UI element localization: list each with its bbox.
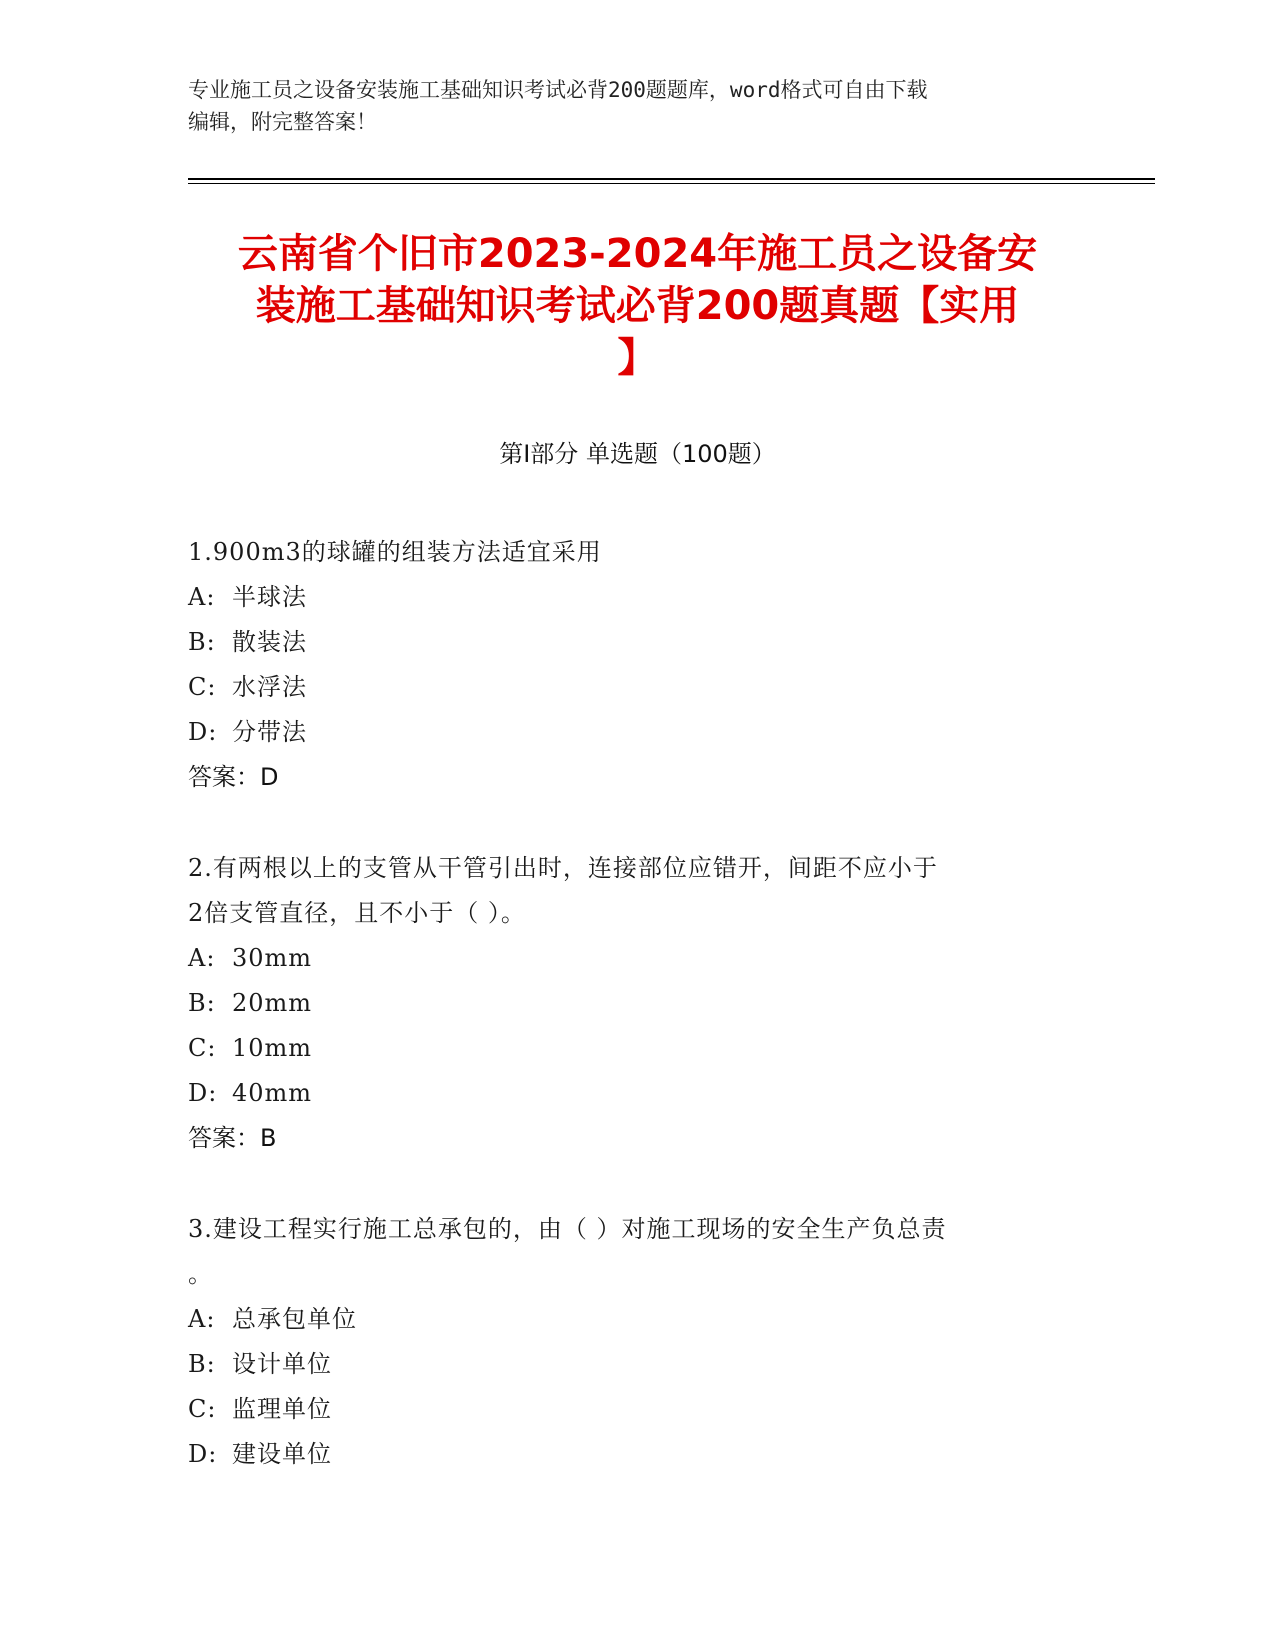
header-rule-thick — [188, 178, 1155, 180]
option-letter: A: — [188, 583, 216, 611]
question-1-option-a — [188, 575, 1088, 620]
question-3-option-a — [188, 1297, 1088, 1342]
option-text: 散装法 — [232, 628, 307, 656]
header-note-line-1: 专业施工员之设备安装施工基础知识考试必背200题题库，word格式可自由下载 — [188, 78, 928, 102]
option-text: 30mm — [232, 944, 313, 972]
option-letter: D: — [188, 1079, 218, 1107]
option-text: 设计单位 — [232, 1350, 332, 1378]
option-letter: B: — [188, 1350, 216, 1378]
question-1 — [188, 530, 1088, 800]
option-letter: B: — [188, 989, 216, 1017]
question-3-option-c — [188, 1387, 1088, 1432]
question-3-stem-line-2: 。 — [188, 1260, 213, 1288]
question-2-option-d — [188, 1071, 1088, 1116]
question-2-stem-line-1: 2.有两根以上的支管从干管引出时，连接部位应错开，间距不应小于 — [188, 854, 938, 882]
question-2-answer: 答案：B — [188, 1124, 277, 1152]
option-letter: B: — [188, 628, 216, 656]
option-text: 10mm — [232, 1034, 313, 1062]
option-letter: A: — [188, 944, 216, 972]
document-title — [160, 228, 1115, 384]
option-text: 建设单位 — [232, 1440, 332, 1468]
option-text: 20mm — [232, 989, 313, 1017]
question-1-answer: 答案：D — [188, 763, 279, 791]
option-letter: D: — [188, 1440, 218, 1468]
question-1-stem-line-1: 1.900m3的球罐的组装方法适宜采用 — [188, 538, 602, 566]
question-2-option-b — [188, 981, 1088, 1026]
option-letter: C: — [188, 1034, 217, 1062]
option-text: 半球法 — [232, 583, 307, 611]
option-text: 水浮法 — [232, 673, 307, 701]
option-text: 监理单位 — [232, 1395, 332, 1423]
question-3-option-d — [188, 1432, 1088, 1477]
option-letter: D: — [188, 718, 218, 746]
question-list — [188, 530, 1088, 1523]
question-2-option-a — [188, 936, 1088, 981]
option-text: 总承包单位 — [232, 1305, 357, 1333]
question-2 — [188, 846, 1088, 1161]
document-title-line-2: 装施工基础知识考试必背200题真题【实用 — [255, 283, 1020, 329]
document-title-line-1: 云南省个旧市2023-2024年施工员之设备安 — [237, 231, 1038, 277]
option-letter: C: — [188, 673, 217, 701]
question-2-stem-line-2: 2倍支管直径，且不小于（ ）。 — [188, 899, 526, 927]
question-1-option-b — [188, 620, 1088, 665]
question-3-option-b — [188, 1342, 1088, 1387]
header-rule-thin — [188, 183, 1155, 184]
option-text: 分带法 — [232, 718, 307, 746]
option-letter: A: — [188, 1305, 216, 1333]
question-2-option-c — [188, 1026, 1088, 1071]
section-title: 第Ⅰ部分 单选题（100题） — [499, 440, 776, 468]
question-3 — [188, 1207, 1088, 1477]
question-1-option-c — [188, 665, 1088, 710]
option-text: 40mm — [232, 1079, 313, 1107]
option-letter: C: — [188, 1395, 217, 1423]
header-note-line-2: 编辑，附完整答案！ — [188, 110, 377, 134]
header-note — [188, 74, 1088, 138]
question-1-option-d — [188, 710, 1088, 755]
question-3-stem-line-1: 3.建设工程实行施工总承包的，由（ ）对施工现场的安全生产负总责 — [188, 1215, 947, 1243]
document-title-line-3: 】 — [617, 335, 658, 381]
